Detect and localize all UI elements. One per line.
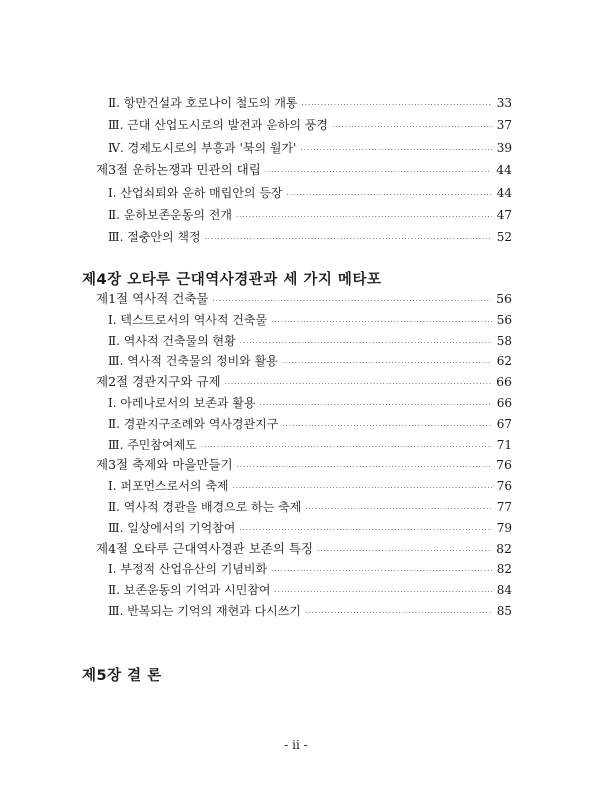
- toc-page-number: 71: [496, 437, 512, 452]
- toc-page-number: 79: [496, 520, 512, 535]
- toc-subsection-entry[interactable]: [108, 417, 512, 433]
- dot-leader: [302, 98, 492, 112]
- dot-leader: [282, 356, 492, 370]
- toc-subsection-entry[interactable]: [108, 141, 512, 157]
- toc-entry-label: 제1절 역사적 건축물: [96, 291, 209, 306]
- toc-page-number: 56: [496, 291, 512, 306]
- toc-subsection-entry[interactable]: [108, 118, 512, 134]
- toc-page-number: 56: [496, 312, 512, 327]
- dot-leader: [205, 232, 492, 246]
- toc-page-number: 58: [496, 333, 512, 348]
- dot-leader: [332, 120, 492, 134]
- toc-page-number: 62: [496, 354, 512, 369]
- dot-leader: [305, 606, 492, 620]
- dot-leader: [271, 564, 492, 578]
- chapter-5-heading: 제5장 결 론: [82, 668, 162, 684]
- dot-leader: [282, 419, 491, 433]
- toc-page-number: 44: [496, 185, 512, 200]
- toc-section-entry[interactable]: [96, 458, 512, 474]
- toc-subsection-entry[interactable]: [108, 208, 512, 224]
- toc-entry-label: Ⅲ. 일상에서의 기억참여: [108, 520, 236, 535]
- dot-leader: [201, 440, 492, 454]
- toc-page-number: 52: [496, 230, 512, 245]
- toc-page-number: 67: [496, 416, 512, 431]
- toc-entry-label: Ⅰ. 아레나로서의 보존과 활용: [108, 396, 256, 410]
- toc-section-entry[interactable]: [96, 163, 512, 179]
- toc-page-number: 66: [496, 396, 512, 410]
- dot-leader: [275, 585, 492, 599]
- dot-leader: [239, 523, 491, 537]
- dot-leader: [225, 377, 492, 391]
- toc-section-entry[interactable]: [96, 375, 512, 391]
- toc-entry-label: Ⅲ. 주민참여제도: [108, 437, 197, 452]
- chapter-4-heading: 제4장 오타루 근대역사경관과 세 가지 메타포: [82, 272, 382, 288]
- toc-entry-label: 제3절 운하논쟁과 민관의 대립: [96, 162, 261, 178]
- toc-section-entry[interactable]: [96, 292, 512, 308]
- dot-leader: [213, 294, 492, 308]
- toc-entry-label: Ⅲ. 근대 산업도시로의 발전과 운하의 풍경: [108, 118, 328, 133]
- toc-entry-label: Ⅱ. 역사적 건축물의 현황: [108, 333, 236, 348]
- toc-page-number: 82: [496, 562, 512, 577]
- dot-leader: [260, 398, 492, 412]
- toc-subsection-entry[interactable]: [108, 96, 512, 112]
- toc-entry-label: Ⅱ. 보존운동의 기억과 시민참여: [108, 583, 271, 598]
- dot-leader: [237, 460, 491, 474]
- toc-page-number: 47: [496, 208, 512, 222]
- toc-subsection-entry[interactable]: [108, 230, 512, 246]
- toc-entry-label: Ⅰ. 퍼포먼스로서의 축제: [108, 479, 229, 494]
- toc-page-number: 44: [496, 162, 512, 178]
- toc-entry-label: 제3절 축제와 마을만들기: [96, 457, 233, 473]
- toc-entry-label: 제2절 경관지구와 규제: [96, 374, 221, 390]
- page-number-footer: - ii -: [284, 738, 308, 752]
- dot-leader: [236, 210, 492, 224]
- dot-leader: [317, 544, 491, 558]
- toc-entry-label: Ⅱ. 경관지구조례와 역사경관지구: [108, 416, 279, 431]
- toc-subsection-entry[interactable]: [108, 313, 512, 329]
- toc-page-number: 82: [496, 540, 512, 556]
- toc-page-number: 76: [496, 479, 512, 494]
- toc-section-entry[interactable]: [96, 542, 512, 558]
- dot-leader: [287, 188, 492, 202]
- toc-subsection-entry[interactable]: [108, 438, 512, 454]
- toc-entry-label: Ⅱ. 항만건설과 호로나이 철도의 개통: [108, 96, 298, 110]
- toc-subsection-entry[interactable]: [108, 521, 512, 537]
- toc-subsection-entry[interactable]: [108, 479, 512, 495]
- toc-entry-label: Ⅰ. 텍스트로서의 역사적 건축물: [108, 312, 268, 327]
- dot-leader: [265, 165, 491, 179]
- toc-entry-label: Ⅲ. 반복되는 기억의 재현과 다시쓰기: [108, 604, 301, 618]
- toc-entry-label: Ⅰ. 부정적 산업유산의 기념비화: [108, 562, 268, 577]
- toc-entry-label: Ⅲ. 역사적 건축물의 정비와 활용: [108, 354, 278, 369]
- toc-entry-label: Ⅳ. 경제도시로의 부흥과 '북의 월가': [108, 140, 297, 155]
- toc-page-number: 85: [496, 604, 512, 618]
- toc-page-number: 39: [496, 140, 512, 155]
- toc-entry-label: Ⅰ. 산업쇠퇴와 운하 매립안의 등장: [108, 185, 283, 200]
- toc-subsection-entry[interactable]: [108, 500, 512, 516]
- toc-subsection-entry[interactable]: [108, 583, 512, 599]
- toc-page-number: 76: [496, 457, 512, 473]
- toc-page-number: 77: [496, 500, 512, 514]
- toc-entry-label: Ⅱ. 운하보존운동의 전개: [108, 208, 232, 222]
- dot-leader: [271, 315, 492, 329]
- toc-subsection-entry[interactable]: [108, 396, 512, 412]
- toc-page-number: 84: [496, 583, 512, 598]
- toc-entry-label: 제4절 오타루 근대역사경관 보존의 특징: [96, 540, 314, 556]
- dot-leader: [240, 336, 492, 350]
- dot-leader: [305, 502, 491, 516]
- toc-subsection-entry[interactable]: [108, 186, 512, 202]
- toc-entry-label: Ⅲ. 절충안의 책정: [108, 230, 201, 245]
- toc-page-number: 37: [496, 118, 512, 133]
- toc-subsection-entry[interactable]: [108, 604, 512, 620]
- toc-subsection-entry[interactable]: [108, 562, 512, 578]
- dot-leader: [300, 143, 491, 157]
- toc-subsection-entry[interactable]: [108, 334, 512, 350]
- toc-subsection-entry[interactable]: [108, 354, 512, 370]
- toc-page-number: 66: [496, 374, 512, 390]
- dot-leader: [233, 481, 492, 495]
- toc-entry-label: Ⅱ. 역사적 경관을 배경으로 하는 축제: [108, 500, 302, 514]
- toc-page-number: 33: [496, 96, 512, 110]
